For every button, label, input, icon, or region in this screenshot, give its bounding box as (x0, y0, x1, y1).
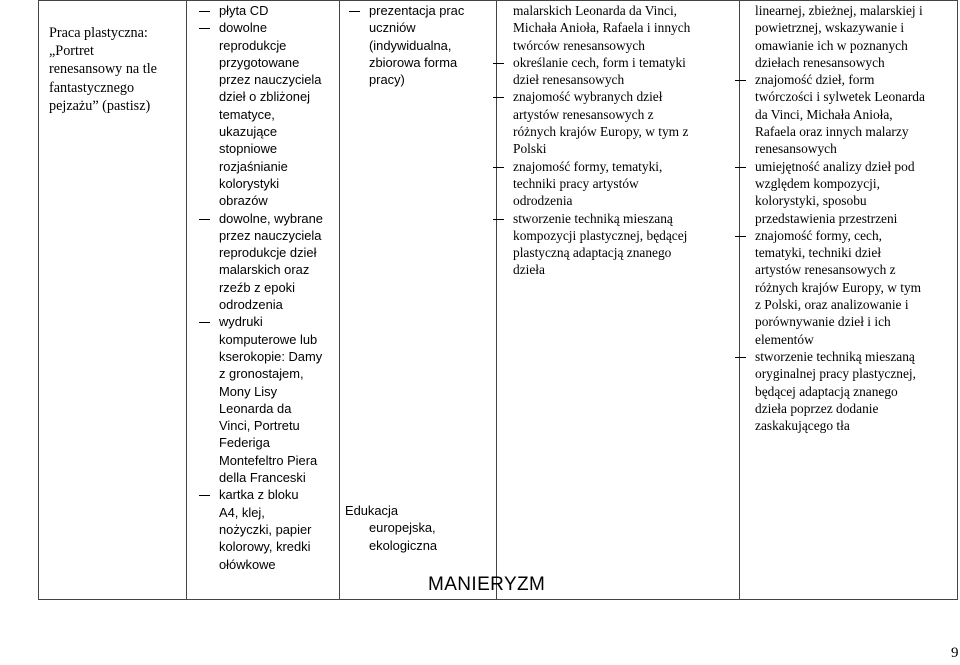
materials-list (191, 2, 337, 573)
materials-item: kartka z bloku A4, klej, nożyczki, papier kolorowy, kredki ołówkowe (191, 486, 337, 572)
methods-cell (341, 2, 491, 88)
page-number: 9 (951, 645, 959, 661)
outcomes-item: znajomość formy, cech, tematyki, techniki dzieł artystów renesansowych z różnych krajów Europy, w tym z Polski, oraz analizowanie i porównywanie dzieł i ich elementów (727, 227, 957, 348)
column-divider (186, 1, 187, 600)
education-cell (341, 502, 491, 554)
objectives-item: określanie cech, form i tematyki dzieł renesansowych (485, 54, 705, 89)
education-label: Edukacja (345, 503, 399, 518)
materials-item: płyta CD (191, 2, 337, 19)
task-title: Praca plastyczna: „Portret renesansowy na tle fantastycznego pejzażu” (pastisz) (49, 25, 157, 114)
task-title-cell (49, 24, 181, 115)
objectives-item: znajomość formy, tematyki, techniki pracy artystów odrodzenia (485, 158, 705, 210)
column-divider (339, 1, 340, 600)
objectives-lead: malarskich Leonarda da Vinci, Michała Anioła, Rafaela i innych twórców renesansowych (513, 3, 691, 53)
materials-item: dowolne reprodukcje przygotowane przez nauczyciela dzieł o zbliżonej tematyce, ukazujące stopniowe rozjaśnianie kolorystyki obrazów (191, 19, 337, 209)
outcomes-item: umiejętność analizy dzieł pod względem kompozycji, kolorystyki, sposobu przedstawienia przestrzeni (727, 158, 957, 227)
outcomes-item: stworzenie techniką mieszaną oryginalnej pracy plastycznej, będącej adaptacją znanego dzieła poprzez dodanie zaskakującego tła (727, 348, 957, 434)
section-heading: MANIERYZM (428, 574, 546, 595)
objectives-item: stworzenie techniką mieszaną kompozycji plastycznej, będącej plastyczną adaptacją znanego dzieła (485, 210, 705, 279)
outcomes-lead: linearnej, zbieżnej, malarskiej i powietrznej, wskazywanie i omawianie ich w poznanych dziełach renesansowych (755, 3, 923, 70)
outcomes-item: znajomość dzieł, form twórczości i sylwetek Leonarda da Vinci, Michała Anioła, Rafaela oraz innych malarzy renesansowych (727, 71, 957, 157)
outcomes-list (727, 2, 957, 434)
methods-item: prezentacja prac uczniów (indywidualna, zbiorowa forma pracy) (341, 2, 491, 88)
materials-item: wydruki komputerowe lub kserokopie: Damy z gronostajem, Mony Lisy Leonarda da Vinci, Portretu Federiga Montefeltro Piera della Franceski (191, 313, 337, 486)
objectives-list (485, 2, 705, 279)
materials-item: dowolne, wybrane przez nauczyciela reprodukcje dzieł malarskich oraz rzeźb z epoki odrodzenia (191, 210, 337, 314)
objectives-item: znajomość wybranych dzieł artystów renesansowych z różnych krajów Europy, w tym z Polski (485, 88, 705, 157)
education-text: europejska, ekologiczna (369, 520, 438, 553)
